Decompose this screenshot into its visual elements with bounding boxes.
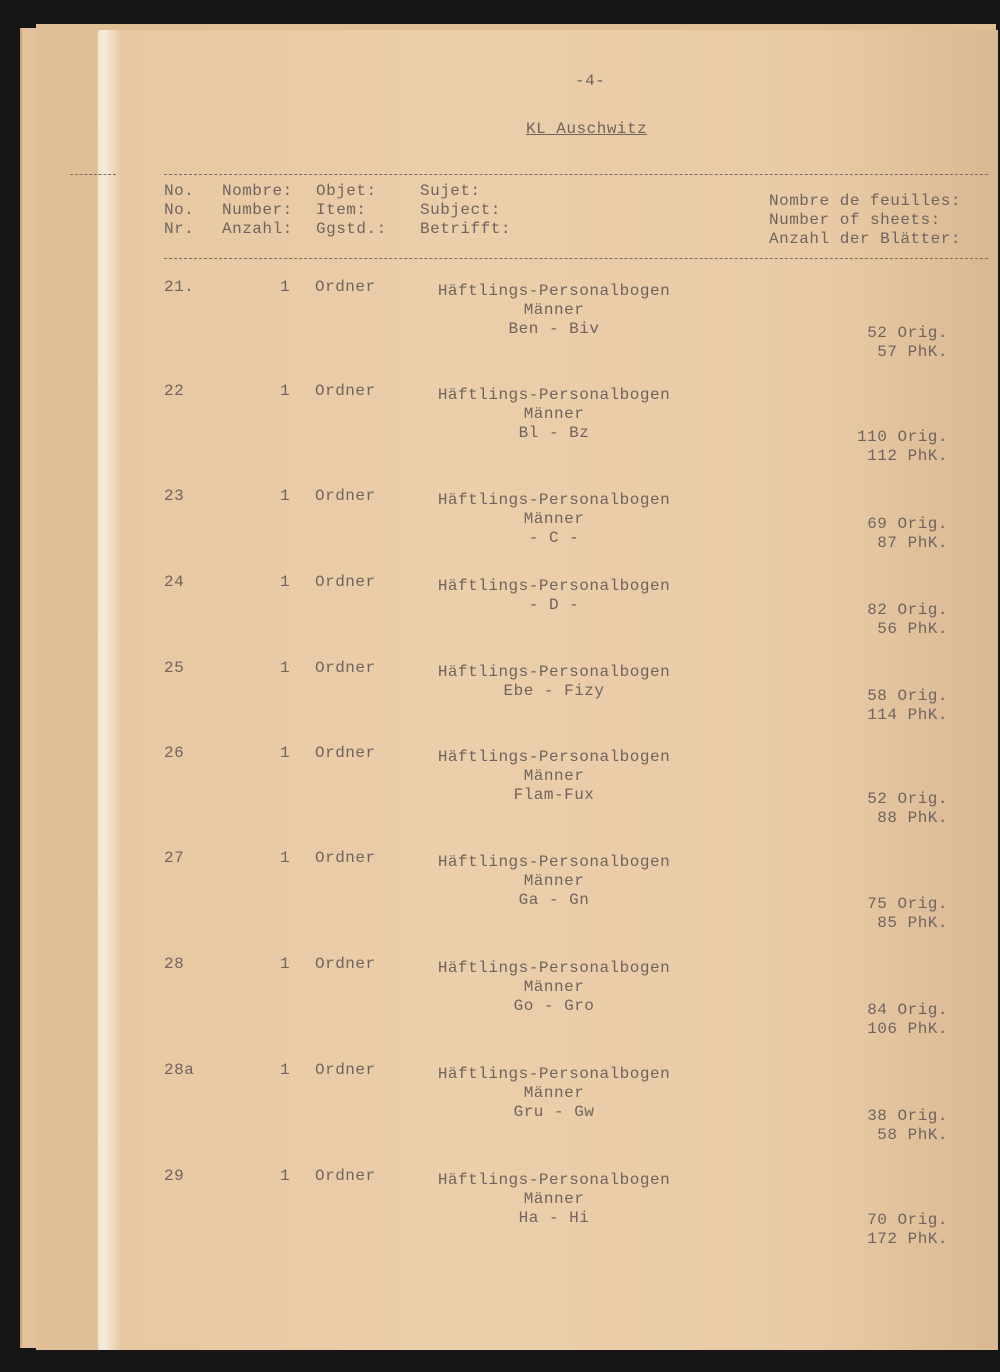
- list-item: [0, 955, 1000, 1051]
- entry-sheets: [820, 428, 948, 466]
- entry-group: Männer: [523, 978, 585, 996]
- entry-orig-count: 82 Orig.: [867, 601, 948, 619]
- header-label: Nombre:: [222, 182, 293, 200]
- list-item: [0, 849, 1000, 945]
- entry-orig-count: 58 Orig.: [867, 687, 948, 705]
- entry-orig-count: 38 Orig.: [867, 1107, 948, 1125]
- entry-subject-title: Häftlings-Personalbogen: [437, 577, 671, 595]
- entry-group: Männer: [523, 405, 585, 423]
- entry-number: 27: [164, 849, 185, 867]
- header-label: Anzahl:: [222, 220, 293, 238]
- entry-group: Männer: [523, 767, 585, 785]
- entry-item: Ordner: [315, 744, 376, 762]
- entry-subject-title: Häftlings-Personalbogen: [437, 282, 671, 300]
- entry-phk-count: 87 PhK.: [877, 534, 948, 552]
- entry-subject-title: Häftlings-Personalbogen: [437, 663, 671, 681]
- header-label: Sujet:: [420, 182, 481, 200]
- header-item-column: [316, 182, 387, 239]
- entry-number: 28a: [164, 1061, 195, 1079]
- divider-header: [164, 258, 988, 259]
- entry-subject: [420, 386, 688, 443]
- entry-orig-count: 110 Orig.: [857, 428, 948, 446]
- header-label: Number:: [222, 201, 293, 219]
- entry-orig-count: 70 Orig.: [867, 1211, 948, 1229]
- entry-item: Ordner: [315, 278, 376, 296]
- entry-range: Flam-Fux: [513, 786, 595, 804]
- entry-range: - D -: [528, 596, 580, 614]
- entry-item: Ordner: [315, 1167, 376, 1185]
- entry-group: Männer: [523, 1190, 585, 1208]
- entry-range: Ga - Gn: [518, 891, 590, 909]
- entry-subject: [420, 491, 688, 548]
- entry-count: 1: [280, 744, 291, 762]
- entry-range: Ebe - Fizy: [503, 682, 605, 700]
- header-label: Anzahl der Blätter:: [769, 230, 961, 248]
- entry-group: Männer: [523, 1084, 585, 1102]
- entry-orig-count: 75 Orig.: [867, 895, 948, 913]
- entry-sheets: [820, 1001, 948, 1039]
- entry-count: 1: [280, 573, 291, 591]
- entry-count: 1: [280, 955, 291, 973]
- divider-margin: [70, 174, 116, 175]
- page-number: -4-: [575, 72, 606, 90]
- entry-subject: [420, 663, 688, 701]
- header-label: Nr.: [164, 220, 195, 238]
- entry-subject: [420, 1065, 688, 1122]
- entry-number: 26: [164, 744, 185, 762]
- entry-subject-title: Häftlings-Personalbogen: [437, 748, 671, 766]
- list-item: [0, 744, 1000, 840]
- entry-subject-title: Häftlings-Personalbogen: [437, 386, 671, 404]
- entry-range: Go - Gro: [513, 997, 595, 1015]
- entry-phk-count: 172 PhK.: [867, 1230, 948, 1248]
- entry-subject: [420, 1171, 688, 1228]
- list-item: [0, 659, 1000, 755]
- entry-sheets: [820, 601, 948, 639]
- entry-group: Männer: [523, 301, 585, 319]
- entry-subject: [420, 577, 688, 615]
- list-item: [0, 487, 1000, 583]
- entry-item: Ordner: [315, 1061, 376, 1079]
- entry-subject-title: Häftlings-Personalbogen: [437, 491, 671, 509]
- entry-phk-count: 57 PhK.: [877, 343, 948, 361]
- entry-phk-count: 88 PhK.: [877, 809, 948, 827]
- entry-orig-count: 69 Orig.: [867, 515, 948, 533]
- entry-count: 1: [280, 487, 291, 505]
- entry-number: 22: [164, 382, 185, 400]
- entry-number: 23: [164, 487, 185, 505]
- entry-count: 1: [280, 1167, 291, 1185]
- entry-item: Ordner: [315, 487, 376, 505]
- header-subject-column: [420, 182, 511, 239]
- entry-count: 1: [280, 382, 291, 400]
- entry-sheets: [820, 790, 948, 828]
- header-label: Betrifft:: [420, 220, 511, 238]
- entry-subject: [420, 282, 688, 339]
- entry-range: - C -: [528, 529, 580, 547]
- document-title: KL Auschwitz: [526, 120, 648, 138]
- list-item: [0, 278, 1000, 374]
- header-number-column: [164, 182, 194, 239]
- entry-phk-count: 112 PhK.: [867, 447, 948, 465]
- header-label: Ggstd.:: [316, 220, 387, 238]
- header-label: No.: [164, 201, 195, 219]
- list-item: [0, 1061, 1000, 1157]
- entry-count: 1: [280, 1061, 291, 1079]
- entry-subject-title: Häftlings-Personalbogen: [437, 1171, 671, 1189]
- entry-number: 25: [164, 659, 185, 677]
- entry-phk-count: 58 PhK.: [877, 1126, 948, 1144]
- entry-phk-count: 106 PhK.: [867, 1020, 948, 1038]
- entry-number: 21.: [164, 278, 195, 296]
- entry-range: Bl - Bz: [518, 424, 590, 442]
- entry-sheets: [820, 687, 948, 725]
- header-label: Nombre de feuilles:: [769, 192, 961, 210]
- entry-orig-count: 84 Orig.: [867, 1001, 948, 1019]
- entry-orig-count: 52 Orig.: [867, 790, 948, 808]
- divider-top: [164, 174, 988, 175]
- entry-number: 24: [164, 573, 185, 591]
- entry-sheets: [820, 515, 948, 553]
- entry-number: 29: [164, 1167, 185, 1185]
- entry-item: Ordner: [315, 573, 376, 591]
- list-item: [0, 1167, 1000, 1263]
- entry-count: 1: [280, 278, 291, 296]
- entry-count: 1: [280, 659, 291, 677]
- entry-phk-count: 85 PhK.: [877, 914, 948, 932]
- entry-group: Männer: [523, 510, 585, 528]
- entry-sheets: [820, 895, 948, 933]
- entry-item: Ordner: [315, 659, 376, 677]
- entry-number: 28: [164, 955, 185, 973]
- entry-subject: [420, 748, 688, 805]
- entry-sheets: [820, 1107, 948, 1145]
- entry-item: Ordner: [315, 849, 376, 867]
- entry-group: Männer: [523, 872, 585, 890]
- entry-subject: [420, 853, 688, 910]
- header-label: Subject:: [420, 201, 501, 219]
- entry-subject-title: Häftlings-Personalbogen: [437, 853, 671, 871]
- entry-subject-title: Häftlings-Personalbogen: [437, 1065, 671, 1083]
- header-label: Objet:: [316, 182, 377, 200]
- header-label: No.: [164, 182, 195, 200]
- entry-phk-count: 114 PhK.: [867, 706, 948, 724]
- entry-range: Ha - Hi: [518, 1209, 590, 1227]
- entry-subject: [420, 959, 688, 1016]
- entry-orig-count: 52 Orig.: [867, 324, 948, 342]
- entry-item: Ordner: [315, 382, 376, 400]
- entry-range: Gru - Gw: [513, 1103, 595, 1121]
- header-sheets-column: [769, 192, 961, 249]
- entry-count: 1: [280, 849, 291, 867]
- header-count-column: [222, 182, 293, 239]
- header-label: Number of sheets:: [769, 211, 941, 229]
- entry-range: Ben - Biv: [508, 320, 600, 338]
- entry-item: Ordner: [315, 955, 376, 973]
- entry-sheets: [820, 324, 948, 362]
- entry-sheets: [820, 1211, 948, 1249]
- list-item: [0, 382, 1000, 478]
- entry-phk-count: 56 PhK.: [877, 620, 948, 638]
- list-item: [0, 573, 1000, 669]
- header-label: Item:: [316, 201, 367, 219]
- entry-subject-title: Häftlings-Personalbogen: [437, 959, 671, 977]
